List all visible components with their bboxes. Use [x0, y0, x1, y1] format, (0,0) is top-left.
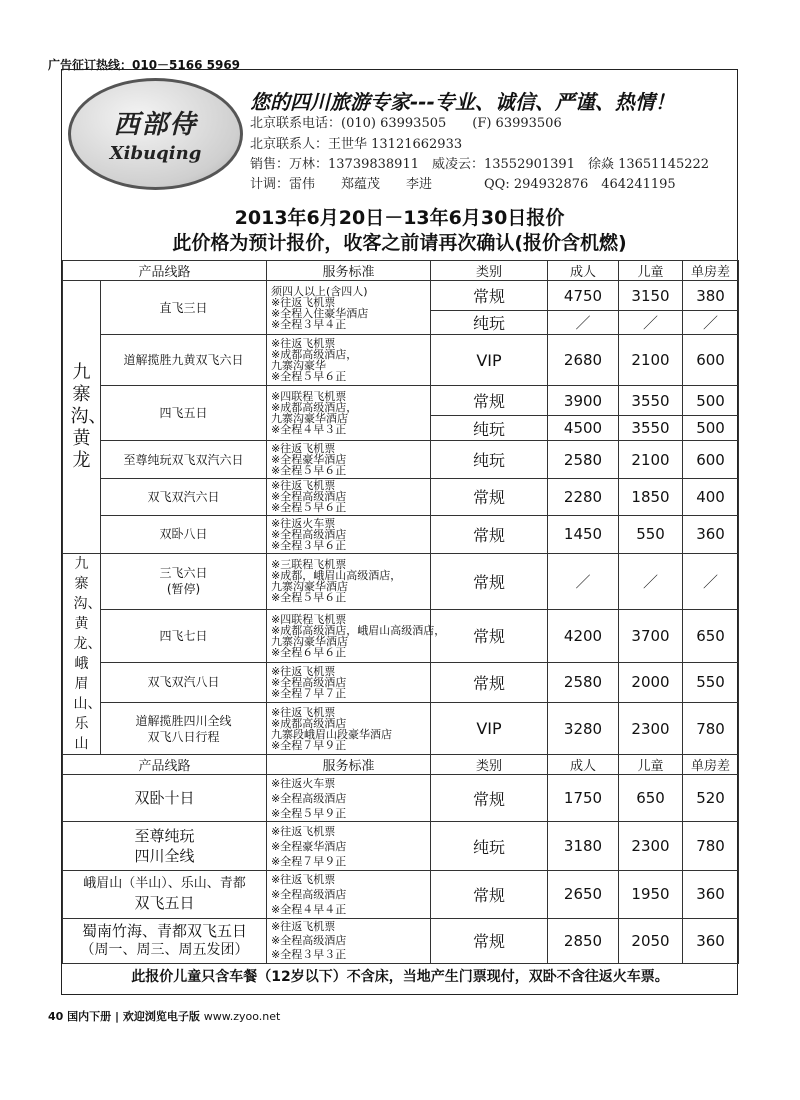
table-row	[63, 281, 739, 311]
service-line: 九寨沟豪华	[271, 359, 327, 373]
table-row	[63, 515, 739, 553]
route-name: 四飞五日	[159, 406, 208, 421]
logo-english: Xibuqing	[109, 143, 202, 164]
footer-separator: |	[115, 1010, 120, 1023]
category-cell: 常规	[431, 609, 548, 663]
adult-price: ／	[548, 311, 619, 335]
page-footer	[48, 1008, 280, 1024]
route-name: 至尊纯玩双飞双汽六日	[123, 452, 244, 467]
route-name: 双卧十日	[134, 789, 195, 808]
single-supplement: 500	[683, 416, 739, 441]
service-line: ※全程３早３正	[271, 948, 347, 962]
adult-price: 2580	[548, 663, 619, 703]
table-row	[63, 918, 739, 963]
table-row	[63, 386, 739, 416]
single-supplement: 360	[683, 918, 739, 963]
region-jiuzhai-emei-leshan: 九寨沟、黄龙、峨眉山、乐山	[73, 556, 102, 753]
category-cell: 常规	[431, 775, 548, 822]
header-service: 服务标准	[267, 755, 431, 775]
service-line: ※全程高级酒店	[271, 527, 347, 541]
route-cell	[101, 553, 267, 609]
service-line: ※成都高级酒店，	[271, 348, 358, 362]
service-line: ※全程５早６正	[271, 591, 347, 605]
service-line: 九寨沟豪华酒店	[271, 412, 349, 426]
adult-price: 2650	[548, 870, 619, 918]
header-single: 单房差	[683, 755, 739, 775]
service-line: ※全程３早６正	[271, 538, 347, 552]
category-cell: 常规	[431, 281, 548, 311]
single-supplement: 550	[683, 663, 739, 703]
service-line: ※三联程飞机票	[271, 558, 347, 572]
adult-price: 2850	[548, 918, 619, 963]
adult-price: 3280	[548, 702, 619, 755]
service-cell	[267, 478, 431, 515]
service-line: ※全程５早６正	[271, 370, 347, 384]
service-line: ※四联程飞机票	[271, 612, 347, 626]
service-cell	[267, 335, 431, 386]
logo-chinese: 西部侍	[113, 110, 198, 140]
table-row	[63, 553, 739, 609]
category-cell: 纯玩	[431, 416, 548, 441]
single-supplement: 780	[683, 822, 739, 870]
service-line: ※成都，峨眉山高级酒店，	[271, 569, 402, 583]
child-price: 650	[619, 775, 683, 822]
service-line: ※全程７早９正	[271, 854, 347, 868]
category-cell: 常规	[431, 918, 548, 963]
category-cell: 常规	[431, 663, 548, 703]
single-supplement: 520	[683, 775, 739, 822]
service-line: 九寨沟豪华酒店	[271, 580, 349, 594]
service-line: ※往返火车票	[271, 516, 336, 530]
adult-price: 2280	[548, 478, 619, 515]
ad-hotline: 广告征订热线：010－5166 5969	[48, 58, 241, 72]
single-supplement: 600	[683, 335, 739, 386]
contact-line: 北京联系人：王世华 13121662933	[250, 137, 463, 152]
service-line: ※全程高级酒店	[271, 490, 347, 504]
service-line: 九寨沟豪华酒店	[271, 634, 349, 648]
category-cell: 纯玩	[431, 311, 548, 335]
route-note: (暂停)	[166, 582, 201, 597]
table-row	[63, 663, 739, 703]
single-supplement: ／	[683, 553, 739, 609]
header-child: 儿童	[619, 755, 683, 775]
child-price: 2100	[619, 335, 683, 386]
single-supplement: 400	[683, 478, 739, 515]
service-line: ※全程４早４正	[271, 902, 347, 916]
table-row	[63, 478, 739, 515]
category-cell: 常规	[431, 870, 548, 918]
table-row	[63, 775, 739, 822]
planning-line: 计调：雷伟 郑蕴茂 李进 QQ: 294932876 464241195	[250, 177, 676, 192]
service-line: ※往返火车票	[271, 776, 336, 790]
child-price: 2300	[619, 822, 683, 870]
category-cell: 纯玩	[431, 441, 548, 478]
website-link[interactable]: www.zyoo.net	[203, 1010, 281, 1023]
category-cell: 常规	[431, 478, 548, 515]
service-line: ※全程４早３正	[271, 423, 347, 437]
region-jiuzhai-huanglong: 九寨沟、黄龙	[70, 361, 107, 471]
child-price: 2000	[619, 663, 683, 703]
child-price: 3700	[619, 609, 683, 663]
slogan: 您的四川旅游专家---专业、诚信、严谨、热情！	[250, 90, 675, 114]
footer-label: 欢迎浏览电子版	[122, 1010, 200, 1023]
service-cell	[267, 702, 431, 755]
route-name: 至尊纯玩	[134, 827, 195, 846]
adult-price: 1450	[548, 515, 619, 553]
header-category: 类别	[431, 261, 548, 281]
page-number: 40	[48, 1010, 64, 1023]
route-name: 道解揽胜九黄双飞六日	[123, 353, 244, 368]
route-cell	[101, 515, 267, 553]
service-line: ※全程３早４正	[271, 317, 347, 331]
table-row	[63, 822, 739, 870]
route-name: 三飞六日	[159, 566, 208, 581]
route-note: （周一、周三、周五发团）	[80, 942, 249, 959]
route-cell	[101, 281, 267, 335]
service-line: 九寨段峨眉山段豪华酒店	[271, 727, 393, 741]
adult-price: ／	[548, 553, 619, 609]
route-cell	[101, 441, 267, 478]
route-cell	[63, 822, 267, 870]
section-name: 国内下册	[67, 1010, 112, 1023]
service-line: ※全程豪华酒店	[271, 453, 347, 467]
route-note: 双飞八日行程	[147, 729, 220, 744]
table-row	[63, 335, 739, 386]
service-line: ※往返飞机票	[271, 705, 336, 719]
child-price: 550	[619, 515, 683, 553]
service-cell	[267, 441, 431, 478]
service-line: ※全程６早６正	[271, 645, 347, 659]
table-header-row	[63, 261, 739, 281]
service-line: ※全程５早９正	[271, 806, 347, 820]
company-logo	[68, 78, 243, 190]
header-route: 产品线路	[63, 261, 267, 281]
header-adult: 成人	[548, 755, 619, 775]
table-row	[63, 609, 739, 663]
service-cell	[267, 553, 431, 609]
service-cell	[267, 663, 431, 703]
route-cell	[101, 478, 267, 515]
single-supplement: ／	[683, 311, 739, 335]
service-line: 须四人以上(含四人)	[271, 284, 368, 298]
table-row	[63, 702, 739, 755]
price-footnote: 此报价儿童只含车餐（12岁以下）不含床，当地产生门票现付，双卧不含往返火车票。	[131, 969, 669, 985]
header-adult: 成人	[548, 261, 619, 281]
category-cell: 纯玩	[431, 822, 548, 870]
single-supplement: 650	[683, 609, 739, 663]
header-category: 类别	[431, 755, 548, 775]
route-cell	[101, 386, 267, 441]
route-cell	[63, 918, 267, 963]
service-cell	[267, 386, 431, 441]
service-cell	[267, 870, 431, 918]
service-line: ※往返飞机票	[271, 295, 336, 309]
adult-price: 4200	[548, 609, 619, 663]
price-period-title: 2013年6月20日－13年6月30日报价	[234, 207, 565, 229]
adult-price: 4750	[548, 281, 619, 311]
category-cell: VIP	[431, 335, 548, 386]
service-line: ※成都高级酒店，	[271, 401, 358, 415]
route-name: 峨眉山（半山）、乐山、青都	[83, 876, 246, 892]
service-line: ※全程高级酒店	[271, 887, 347, 901]
route-cell	[63, 775, 267, 822]
route-name: 四飞七日	[159, 628, 208, 643]
child-price: 1950	[619, 870, 683, 918]
service-line: ※往返飞机票	[271, 479, 336, 493]
child-price: 1850	[619, 478, 683, 515]
route-note: 四川全线	[134, 847, 195, 866]
price-note-title: 此价格为预计报价，收客之前请再次确认(报价含机燃)	[172, 232, 627, 254]
table-row	[63, 870, 739, 918]
child-price: 2100	[619, 441, 683, 478]
service-line: ※全程入住豪华酒店	[271, 306, 369, 320]
service-cell	[267, 822, 431, 870]
price-table	[62, 260, 739, 964]
service-line: ※全程高级酒店	[271, 675, 347, 689]
service-line: ※全程５早６正	[271, 464, 347, 478]
route-cell	[101, 663, 267, 703]
adult-price: 2680	[548, 335, 619, 386]
child-price: 3150	[619, 281, 683, 311]
service-line: ※成都高级酒店	[271, 716, 347, 730]
child-price: ／	[619, 311, 683, 335]
route-cell	[101, 335, 267, 386]
adult-price: 3900	[548, 386, 619, 416]
child-price: 3550	[619, 386, 683, 416]
service-line: ※往返飞机票	[271, 442, 336, 456]
route-name: 直飞三日	[159, 300, 208, 315]
region-label	[63, 281, 107, 554]
category-cell: 常规	[431, 553, 548, 609]
service-cell	[267, 918, 431, 963]
single-supplement: 360	[683, 515, 739, 553]
service-cell	[267, 609, 446, 663]
adult-price: 1750	[548, 775, 619, 822]
route-name: 双飞双汽六日	[147, 489, 220, 504]
category-cell: 常规	[431, 386, 548, 416]
header-service: 服务标准	[267, 261, 431, 281]
service-line: ※全程５早６正	[271, 501, 347, 515]
service-line: ※往返飞机票	[271, 664, 336, 678]
single-supplement: 500	[683, 386, 739, 416]
route-name: 蜀南竹海、青都双飞五日	[82, 922, 248, 941]
service-cell	[267, 515, 431, 553]
service-line: ※成都高级酒店，峨眉山高级酒店，	[271, 623, 446, 637]
service-cell	[267, 281, 431, 335]
single-supplement: 360	[683, 870, 739, 918]
service-line: ※四联程飞机票	[271, 390, 347, 404]
category-cell: VIP	[431, 702, 548, 755]
category-cell: 常规	[431, 515, 548, 553]
route-cell	[101, 702, 267, 755]
phone-line: 北京联系电话：(010) 63993505 (F) 63993506	[250, 116, 562, 131]
service-line: ※全程豪华酒店	[271, 839, 347, 853]
service-line: ※全程高级酒店	[271, 791, 347, 805]
route-cell	[101, 609, 267, 663]
sales-line: 销售：万林：13739838911 威凌云：13552901391 徐焱 13651145222	[250, 157, 710, 172]
service-line: ※往返飞机票	[271, 872, 336, 886]
table-row	[63, 441, 739, 478]
region-label	[63, 553, 101, 755]
route-name: 双飞双汽八日	[147, 675, 220, 690]
service-line: ※往返飞机票	[271, 824, 336, 838]
route-name: 道解揽胜四川全线	[135, 713, 232, 728]
header-child: 儿童	[619, 261, 683, 281]
child-price: 2300	[619, 702, 683, 755]
route-note: 双飞五日	[134, 894, 195, 913]
adult-price: 4500	[548, 416, 619, 441]
service-line: ※全程７早７正	[271, 686, 347, 700]
table-header-row	[63, 755, 739, 775]
header-single: 单房差	[683, 261, 739, 281]
service-cell	[267, 775, 431, 822]
route-name: 双卧八日	[159, 527, 208, 542]
child-price: ／	[619, 553, 683, 609]
single-supplement: 600	[683, 441, 739, 478]
service-line: ※全程高级酒店	[271, 934, 347, 948]
child-price: 3550	[619, 416, 683, 441]
single-supplement: 780	[683, 702, 739, 755]
service-line: ※往返飞机票	[271, 337, 336, 351]
child-price: 2050	[619, 918, 683, 963]
header-route: 产品线路	[63, 755, 267, 775]
single-supplement: 380	[683, 281, 739, 311]
service-line: ※往返飞机票	[271, 920, 336, 934]
service-line: ※全程７早９正	[271, 738, 347, 752]
route-cell	[63, 870, 267, 918]
adult-price: 3180	[548, 822, 619, 870]
adult-price: 2580	[548, 441, 619, 478]
